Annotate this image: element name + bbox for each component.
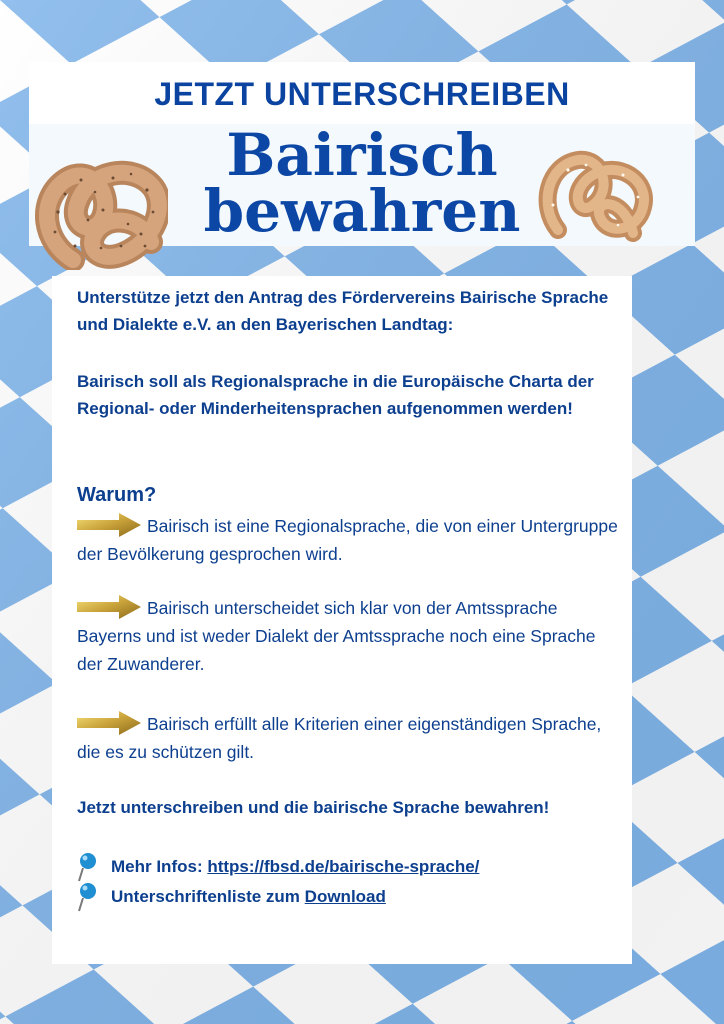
kicker-title: JETZT UNTERSCHREIBEN bbox=[154, 76, 570, 112]
signature-list-label: Unterschriftenliste zum bbox=[111, 887, 300, 906]
more-info-line bbox=[77, 852, 479, 882]
more-info-label: Mehr Infos: bbox=[111, 857, 203, 876]
main-title-line1: Bairisch bbox=[226, 121, 498, 189]
signature-list-line bbox=[77, 882, 386, 912]
pushpin-icon bbox=[77, 852, 99, 882]
main-title bbox=[169, 121, 555, 245]
content-card bbox=[52, 276, 632, 964]
gold-arrow-icon bbox=[77, 513, 141, 537]
call-to-action: Jetzt unterschreiben und die bairische Sprache bewahren! bbox=[77, 798, 550, 817]
reason-text: Bairisch erfüllt alle Kriterien einer eigenständigen Sprache, die es zu schützen gilt. bbox=[77, 714, 602, 762]
pushpin-icon bbox=[77, 882, 99, 912]
gold-arrow-icon bbox=[77, 711, 141, 735]
reason-item bbox=[77, 710, 622, 766]
reason-item bbox=[77, 594, 622, 678]
pretzel-icon bbox=[538, 145, 653, 245]
main-title-line2: bewahren bbox=[203, 177, 521, 245]
pretzel-icon bbox=[33, 142, 168, 270]
reason-text: Bairisch unterscheidet sich klar von der Amtssprache Bayerns und ist weder Dialekt der Amtssprache noch eine Sprache der Zuwanderer. bbox=[77, 598, 596, 674]
reason-text: Bairisch ist eine Regionalsprache, die von einer Untergruppe der Bevölkerung gesprochen wird. bbox=[77, 516, 618, 564]
more-info-link[interactable]: https://fbsd.de/bairische-sprache/ bbox=[207, 857, 480, 876]
why-heading: Warum? bbox=[77, 484, 157, 506]
gold-arrow-icon bbox=[77, 595, 141, 619]
download-link[interactable]: Download bbox=[304, 887, 386, 906]
reason-item bbox=[77, 512, 622, 568]
intro-paragraph: Unterstütze jetzt den Antrag des Fördervereins Bairische Sprache und Dialekte e.V. an den Bayerischen Landtag: bbox=[77, 288, 609, 334]
demand-paragraph: Bairisch soll als Regionalsprache in die Europäische Charta der Regional- oder Minderheitensprachen aufgenommen werden! bbox=[77, 372, 594, 418]
